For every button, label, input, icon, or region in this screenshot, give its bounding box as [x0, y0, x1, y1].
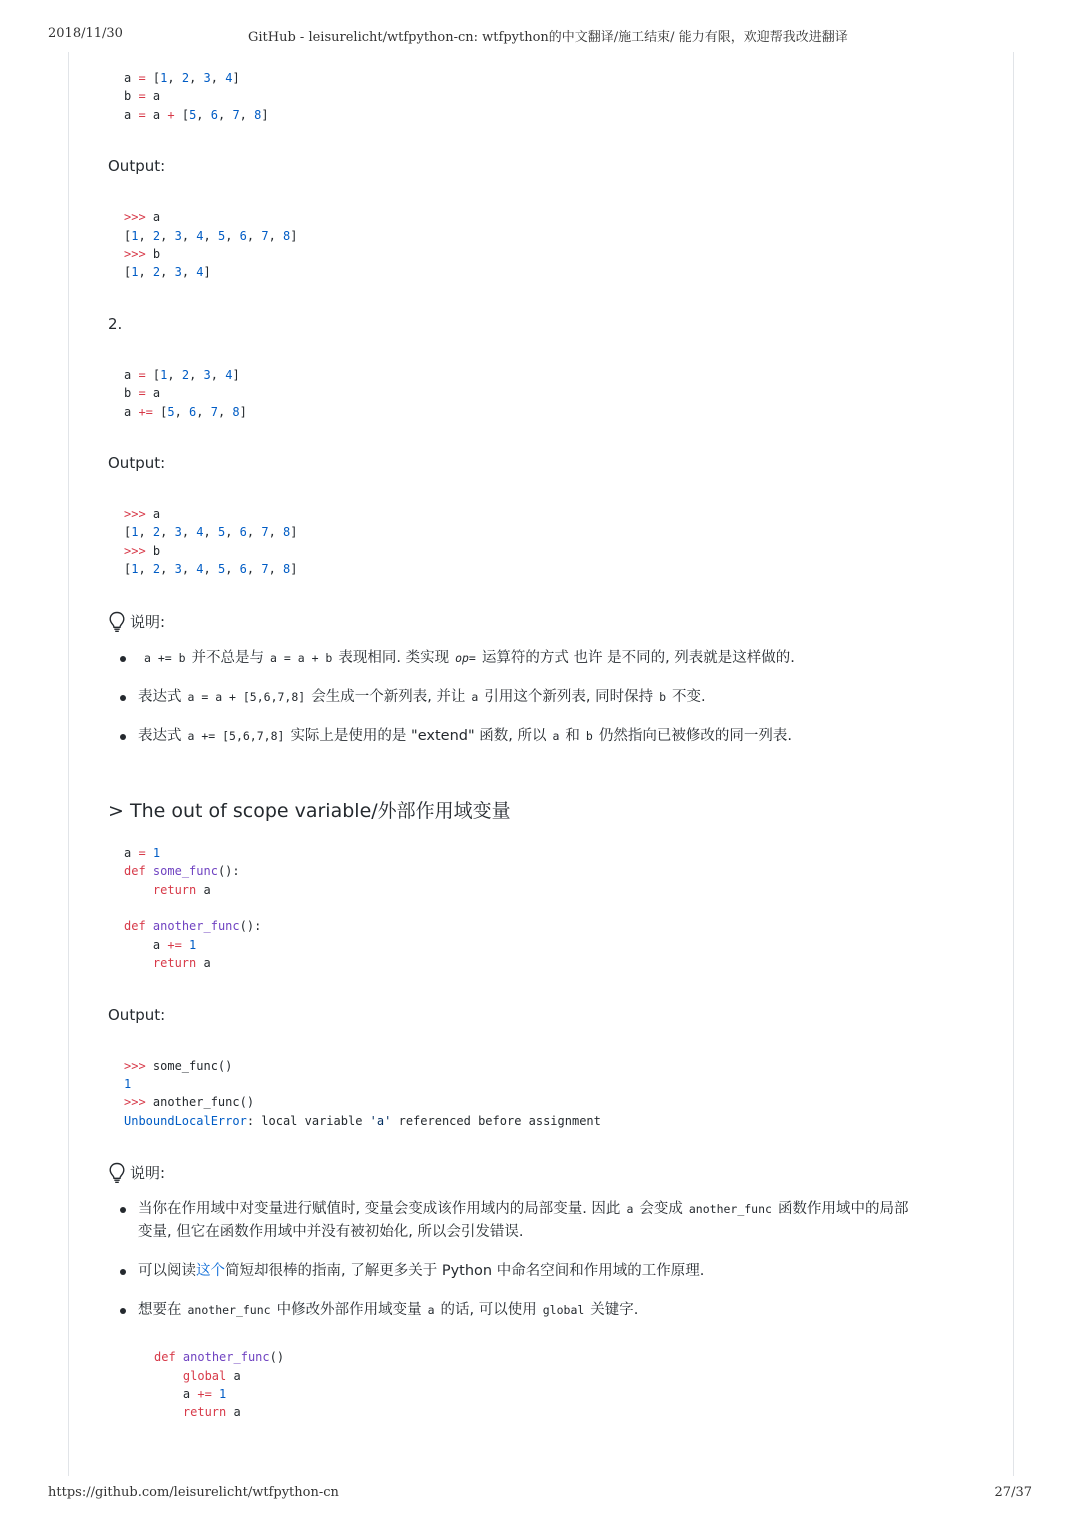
- list-text: 不变.: [672, 688, 706, 705]
- list-item: [120, 686, 978, 709]
- print-footer: [0, 1485, 1080, 1505]
- inline-code: a += [5,6,7,8]: [187, 728, 285, 743]
- code-block-output3: >>> some_func() 1 >>> another_func() UnboundLocalError: local variable 'a' referenced before assignment: [124, 1058, 601, 1128]
- note-title-text: 说明:: [130, 1164, 166, 1183]
- note-list-2: [108, 1198, 978, 1322]
- print-header: [0, 26, 1080, 46]
- list-text: 实际上是使用的是 "extend" 函数, 所以: [290, 727, 547, 744]
- list-text: 函数作用域中的局部: [777, 1201, 909, 1218]
- lightbulb-icon: [108, 1162, 126, 1184]
- list-text: 简短却很棒的指南, 了解更多关于 Python 中命名空间和作用域的工作原理.: [225, 1263, 705, 1280]
- list-text: 仍然指向已被修改的同一列表.: [598, 727, 792, 744]
- list-text: 引用这个新列表, 同时保持: [484, 688, 654, 705]
- inline-code: a += b: [144, 650, 186, 665]
- list-text: 和: [565, 727, 580, 744]
- list-text: 会变成: [639, 1201, 683, 1218]
- print-page-title: GitHub - leisurelicht/wtfpython-cn: wtfpython的中文翻译/施工结束/ 能力有限，欢迎帮我改进翻译: [248, 30, 848, 45]
- list-text: 关键字.: [590, 1302, 639, 1319]
- list-item: [120, 647, 978, 670]
- output-label-2: Output:: [108, 454, 166, 473]
- list-text: 会生成一个新列表, 并让: [311, 688, 466, 705]
- note-title-2: [108, 1162, 978, 1184]
- inline-code: a = a + b: [270, 650, 333, 665]
- code-block-example1: a = [1, 2, 3, 4] b = a a = a + [5, 6, 7, 8]: [124, 71, 269, 122]
- error-variable: 'a': [369, 1113, 392, 1128]
- inline-code: op=: [455, 650, 476, 665]
- list-text: 的话, 可以使用: [440, 1302, 537, 1319]
- note-list-1: [108, 647, 978, 748]
- print-date: 2018/11/30: [48, 26, 123, 41]
- inline-code: a: [552, 728, 560, 743]
- inline-code: a: [626, 1202, 634, 1217]
- section-heading: > The out of scope variable/外部作用域变量: [108, 799, 511, 822]
- list-text: 可以阅读: [138, 1263, 196, 1280]
- inline-code: global: [542, 1303, 585, 1318]
- guide-link[interactable]: 这个: [196, 1263, 225, 1280]
- code-block-output2: >>> a [1, 2, 3, 4, 5, 6, 7, 8] >>> b [1, 2, 3, 4, 5, 6, 7, 8]: [124, 507, 298, 577]
- note-title-text: 说明:: [130, 612, 166, 631]
- list-item: [120, 1198, 978, 1244]
- list-text: 运算符的方式 也许 是不同的, 列表就是这样做的.: [481, 649, 795, 666]
- list-text: 表现相同. 类实现: [338, 649, 450, 666]
- inline-code: a: [427, 1303, 435, 1318]
- list-text: 变量, 但它在函数作用域中并没有被初始化, 所以会引发错误.: [138, 1224, 524, 1241]
- page-border-left: [68, 52, 69, 1476]
- output-label-1: Output:: [108, 157, 166, 176]
- inline-code: a = a + [5,6,7,8]: [187, 689, 306, 704]
- list-item: [120, 725, 978, 748]
- inline-code: b: [659, 689, 667, 704]
- step-2-label: 2.: [108, 314, 123, 333]
- error-message-rest: referenced before assignment: [398, 1113, 601, 1128]
- error-message: local variable: [261, 1113, 363, 1128]
- code-block-example2: a = [1, 2, 3, 4] b = a a += [5, 6, 7, 8]: [124, 367, 247, 419]
- code-block-output1: >>> a [1, 2, 3, 4, 5, 6, 7, 8] >>> b [1, 2, 3, 4]: [124, 210, 298, 280]
- inline-code: another_func: [187, 1303, 271, 1318]
- list-text: 中修改外部作用域变量: [276, 1302, 422, 1319]
- print-page-number: 27/37: [994, 1485, 1032, 1500]
- inline-code: b: [585, 728, 593, 743]
- list-item: [120, 1260, 978, 1283]
- code-block-global: def another_func() global a a += 1 return a: [154, 1350, 285, 1420]
- list-text: 表达式: [138, 727, 182, 744]
- error-name: UnboundLocalError: [124, 1113, 247, 1128]
- list-text: 当你在作用域中对变量进行赋值时, 变量会变成该作用域内的局部变量. 因此: [138, 1201, 621, 1218]
- lightbulb-icon: [108, 611, 126, 633]
- list-text: 并不总是与: [191, 649, 265, 666]
- print-url: https://github.com/leisurelicht/wtfpython-cn: [48, 1485, 339, 1500]
- list-text: 想要在: [138, 1302, 182, 1319]
- inline-code: another_func: [688, 1202, 772, 1217]
- note-title-1: [108, 611, 978, 633]
- output-label-3: Output:: [108, 1005, 166, 1024]
- list-text: 表达式: [138, 688, 182, 705]
- code-block-scope: a = 1 def some_func(): return a def another_func(): a += 1 return a: [124, 845, 262, 971]
- page-border-right: [1013, 52, 1014, 1476]
- list-item: [120, 1299, 978, 1322]
- article-content: [108, 60, 978, 1422]
- inline-code: a: [471, 689, 479, 704]
